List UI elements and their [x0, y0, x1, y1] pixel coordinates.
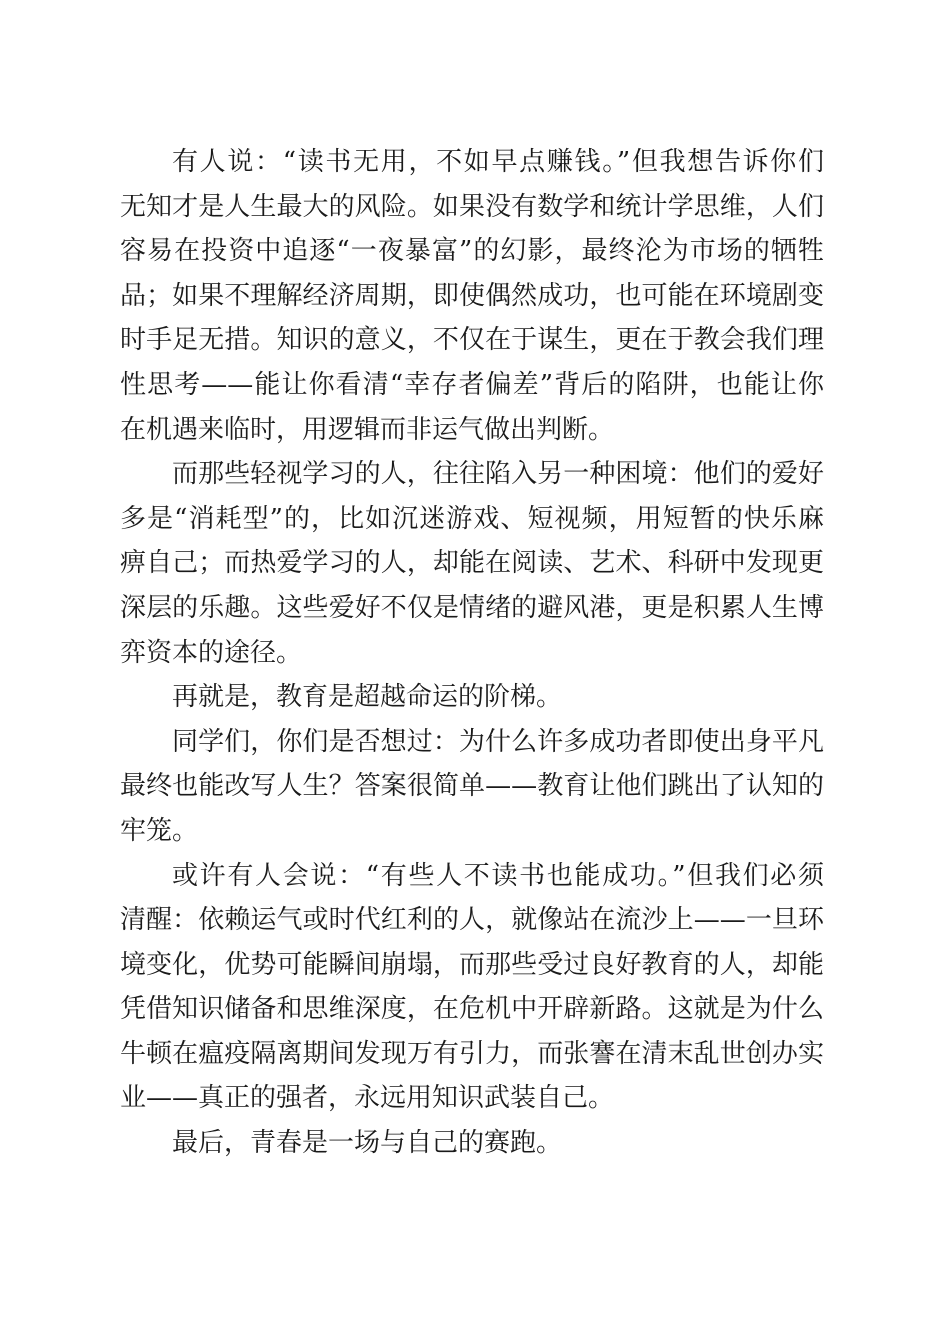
- text-line: 无知才是人生最大的风险。如果没有数学和统计学思维，人们: [120, 191, 824, 222]
- paragraph: [120, 675, 824, 720]
- text-line: 性思考——能让你看清“幸存者偏差”背后的陷阱，也能让你: [120, 369, 824, 400]
- text-line: 而那些轻视学习的人，往往陷入另一种困境：他们的爱好: [172, 459, 824, 490]
- paragraph: [120, 854, 824, 1122]
- text-line: 多是“消耗型”的，比如沉迷游戏、短视频，用短暂的快乐麻: [120, 503, 824, 534]
- text-line: 或许有人会说：“有些人不读书也能成功。”但我们必须: [172, 860, 824, 891]
- text-line: 容易在投资中追逐“一夜暴富”的幻影，最终沦为市场的牺牲: [120, 236, 824, 267]
- text-line: 牢笼。: [120, 815, 199, 846]
- text-line: 痹自己；而热爱学习的人，却能在阅读、艺术、科研中发现更: [120, 548, 824, 579]
- text-line: 凭借知识储备和思维深度，在危机中开辟新路。这就是为什么: [120, 994, 824, 1025]
- text-line: 最后，青春是一场与自己的赛跑。: [172, 1128, 563, 1159]
- text-line: 牛顿在瘟疫隔离期间发现万有引力，而张謇在清末乱世创办实: [120, 1038, 824, 1069]
- text-line: 深层的乐趣。这些爱好不仅是情绪的避风港，更是积累人生博: [120, 592, 824, 623]
- text-line: 再就是，教育是超越命运的阶梯。: [172, 682, 563, 713]
- text-line: 最终也能改写人生？答案很简单——教育让他们跳出了认知的: [120, 771, 824, 802]
- text-line: 有人说：“读书无用，不如早点赚钱。”但我想告诉你们: [172, 147, 824, 177]
- text-line: 时手足无措。知识的意义，不仅在于谋生，更在于教会我们理: [120, 325, 824, 356]
- paragraph: [120, 452, 824, 675]
- document-body: [120, 140, 824, 1166]
- text-line: 品；如果不理解经济周期，即使偶然成功，也可能在环境剧变: [120, 280, 824, 311]
- text-line: 清醒：依赖运气或时代红利的人，就像站在流沙上——一旦环: [120, 905, 824, 936]
- text-line: 在机遇来临时，用逻辑而非运气做出判断。: [120, 414, 615, 445]
- text-line: 弈资本的途径。: [120, 637, 303, 668]
- text-line: 业——真正的强者，永远用知识武装自己。: [120, 1083, 615, 1114]
- paragraph: [120, 720, 824, 854]
- paragraph: [120, 1121, 824, 1166]
- text-line: 境变化，优势可能瞬间崩塌，而那些受过良好教育的人，却能: [120, 949, 824, 980]
- paragraph: [120, 140, 824, 452]
- text-line: 同学们，你们是否想过：为什么许多成功者即使出身平凡: [172, 726, 824, 757]
